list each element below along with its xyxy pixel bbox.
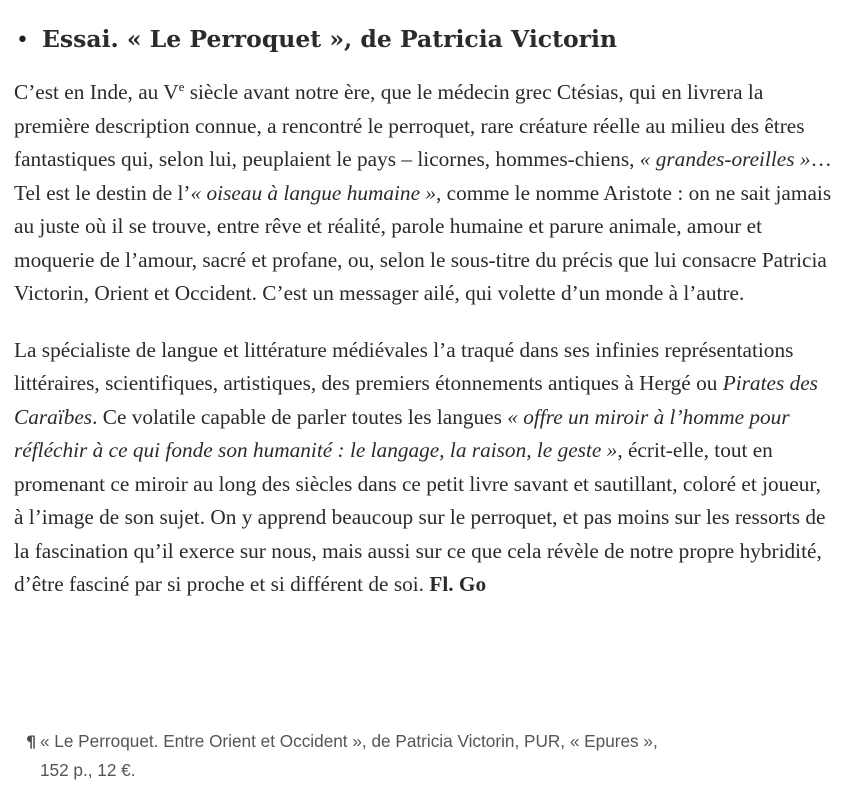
bullet-icon: • xyxy=(16,28,29,53)
quote-grandes-oreilles: « grandes-oreilles » xyxy=(639,147,811,171)
quote-miroir: « offre un miroir à l’homme pour réfléchir à ce qui fonde son humanité : le langage, la raison, le geste » xyxy=(14,404,790,462)
paragraph-2-text-c: . Ce volatile capable de parler toutes les langues xyxy=(92,404,508,429)
book-reference-text: « Le Perroquet. Entre Orient et Occident », de Patricia Victorin, PUR, « Epures », 152 p., 12 €. xyxy=(39,731,658,780)
paragraph-2 xyxy=(14,334,834,602)
article-heading xyxy=(14,22,834,58)
article xyxy=(14,22,834,625)
paragraph-1-text-f: , comme le nomme Aristote : on ne sait jamais au juste où il se trouve, entre rêve et réalité, parole humaine et parure animale, amour et moquerie de l’amour, sacré et profane, ou, selon le sous-titre du précis que lui consacre Patricia Victorin, Orient et Occident. C’est un messager ailé, qui volette d’un monde à l’autre. xyxy=(14,180,832,305)
paragraph-2-text-e: , écrit-elle, tout en promenant ce miroir au long des siècles dans ce petit livre savant et sautillant, coloré et joueur, à l’image de son sujet. On y apprend beaucoup sur le perroquet, et pas moins sur les ressorts de la fascination qu’il exerce sur nous, mais aussi sur ce que cela révèle de notre propre hybridité, d’être fasciné par si proche et si différent de soi. xyxy=(14,438,826,596)
paragraph-1-text-a: C’est en Inde, au V xyxy=(14,80,179,104)
book-reference xyxy=(26,727,666,785)
paragraph-1-text-d: … Tel est le destin de l’ xyxy=(14,147,832,205)
paragraph-2-text-a: La spécialiste de langue et littérature médiévales l’a traqué dans ses infinies représentations littéraires, scientifiques, artistiques, des premiers étonnements antiques à Hergé ou xyxy=(14,337,794,395)
quote-oiseau-langue-humaine: « oiseau à langue humaine » xyxy=(190,180,437,205)
title-pirates-des-caraibes: Pirates des Caraïbes xyxy=(14,371,818,429)
author-signature: Fl. Go xyxy=(429,572,487,596)
superscript-e: e xyxy=(178,79,185,94)
article-title: Essai. « Le Perroquet », de Patricia Victorin xyxy=(42,25,618,53)
pilcrow-icon: ¶ xyxy=(26,732,37,751)
paragraph-1-text-b: siècle avant notre ère, que le médecin grec Ctésias, qui en livrera la première description connue, a rencontré le perroquet, rare créature réelle au milieu des êtres fantastiques qui, selon lui, peuplaient le pays – licornes, hommes-chiens, xyxy=(14,80,805,171)
paragraph-1 xyxy=(14,76,834,311)
